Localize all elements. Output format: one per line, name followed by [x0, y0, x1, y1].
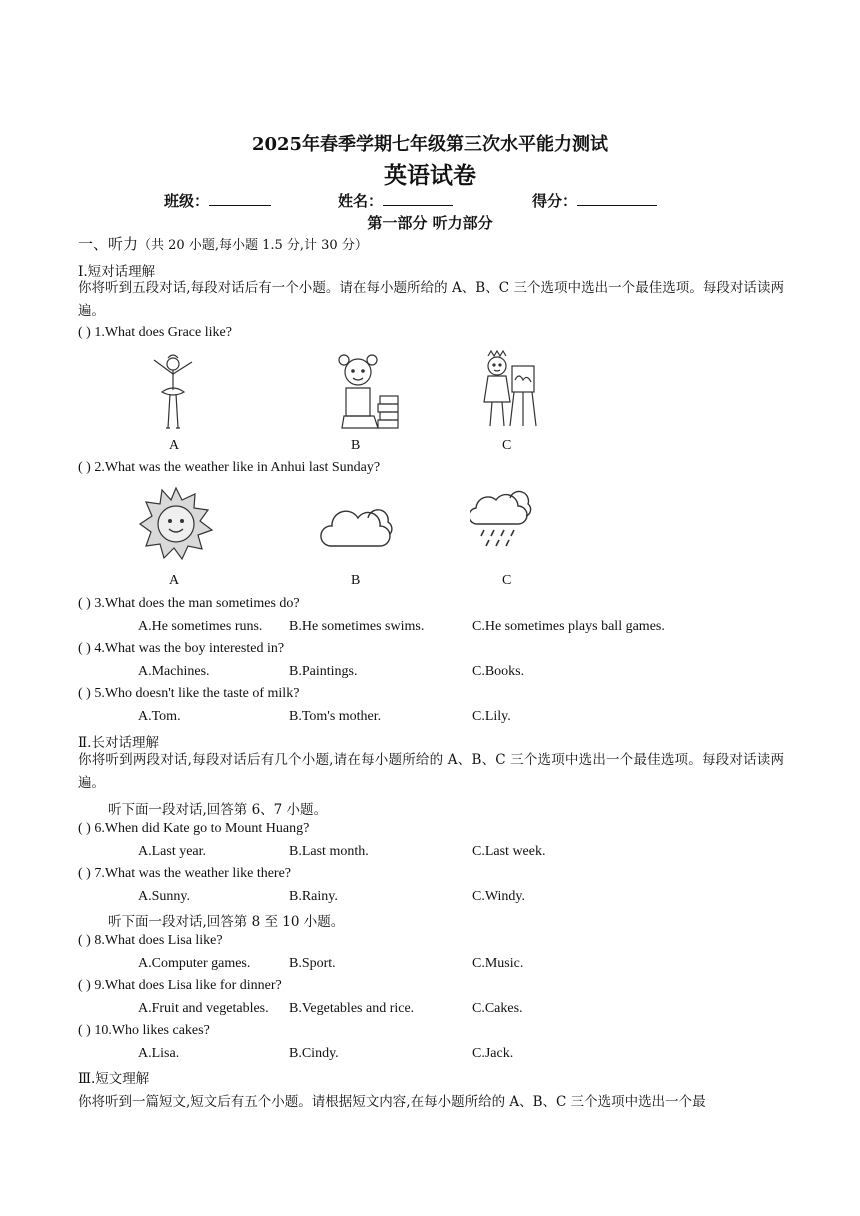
q1-label-c: C — [502, 438, 512, 453]
part-title: 第一部分 听力部分 — [367, 214, 493, 232]
q5-option-b: B.Tom's mother. — [289, 709, 382, 724]
q9-option-c: C.Cakes. — [472, 1001, 523, 1016]
q10-option-b: B.Cindy. — [289, 1046, 339, 1061]
q5-option-a: A.Tom. — [138, 709, 181, 724]
ballet-dancer-image — [142, 352, 204, 432]
name-label: 姓名： — [338, 192, 384, 210]
subsection-heading-1: Ⅰ.短对话理解 — [78, 264, 156, 280]
question-8: ( ) 8.What does Lisa like? — [78, 933, 223, 948]
section-heading-label: 一、听力 — [78, 235, 139, 253]
girl-reading-image — [330, 350, 402, 434]
exam-title: 2025年春季学期七年级第三次水平能力测试 — [251, 134, 609, 155]
name-blank — [383, 191, 453, 206]
section-heading — [78, 233, 368, 254]
section-note: （共 20 小题,每小题 1.5 分,计 30 分） — [138, 238, 368, 253]
q3-option-b: B.He sometimes swims. — [289, 619, 425, 634]
q10-option-c: C.Jack. — [472, 1046, 514, 1061]
subsection-instruction-1: 你将听到五段对话,每段对话后有一个小题。请在每小题所给的 A、B、C 三个选项中选出一个最佳选项。每段对话读两遍。 — [78, 280, 784, 319]
q4-option-c: C.Books. — [472, 664, 525, 679]
subsection-instruction-3: 你将听到一篇短文,短文后有五个小题。请根据短文内容,在每小题所给的 A、B、C 三个选项中选出一个最 — [78, 1094, 706, 1110]
q2-label-c: C — [502, 573, 512, 588]
question-1: ( ) 1.What does Grace like? — [78, 325, 232, 340]
score-blank — [577, 191, 657, 206]
q7-option-a: A.Sunny. — [138, 889, 190, 904]
score-label: 得分： — [532, 192, 578, 210]
sun-icon — [138, 486, 214, 562]
class-label: 班级： — [164, 192, 210, 210]
subsection-instruction-2: 你将听到两段对话,每段对话后有几个小题,请在每小题所给的 A、B、C 三个选项中选出一个最佳选项。每段对话读两遍。 — [78, 752, 784, 791]
q9-option-a: A.Fruit and vegetables. — [138, 1001, 269, 1016]
name-field — [338, 190, 453, 211]
girl-painting-image — [474, 350, 540, 430]
question-5: ( ) 5.Who doesn't like the taste of milk? — [78, 686, 300, 701]
q9-option-b: B.Vegetables and rice. — [289, 1001, 415, 1016]
q1-label-b: B — [351, 438, 361, 453]
question-6: ( ) 6.When did Kate go to Mount Huang? — [78, 821, 310, 836]
q2-label-b: B — [351, 573, 361, 588]
q3-option-a: A.He sometimes runs. — [138, 619, 263, 634]
question-2: ( ) 2.What was the weather like in Anhui last Sunday? — [78, 460, 381, 475]
cloud-icon — [320, 500, 394, 552]
dialogue-lead-1: 听下面一段对话,回答第 6、7 小题。 — [108, 802, 328, 818]
rain-icon — [470, 490, 534, 552]
question-4: ( ) 4.What was the boy interested in? — [78, 641, 285, 656]
q8-option-b: B.Sport. — [289, 956, 336, 971]
q7-option-c: C.Windy. — [472, 889, 525, 904]
score-field — [532, 190, 657, 211]
class-blank — [209, 191, 271, 206]
question-7: ( ) 7.What was the weather like there? — [78, 866, 292, 881]
q5-option-c: C.Lily. — [472, 709, 511, 724]
q10-option-a: A.Lisa. — [138, 1046, 180, 1061]
class-field — [164, 190, 271, 211]
q8-option-c: C.Music. — [472, 956, 524, 971]
subsection-heading-2: Ⅱ.长对话理解 — [78, 735, 159, 751]
q6-option-b: B.Last month. — [289, 844, 369, 859]
exam-subtitle: 英语试卷 — [384, 162, 476, 189]
subsection-heading-3: Ⅲ.短文理解 — [78, 1071, 150, 1087]
dialogue-lead-2: 听下面一段对话,回答第 8 至 10 小题。 — [108, 914, 345, 930]
q1-label-a: A — [169, 438, 180, 453]
q4-option-b: B.Paintings. — [289, 664, 358, 679]
q3-option-c: C.He sometimes plays ball games. — [472, 619, 665, 634]
q8-option-a: A.Computer games. — [138, 956, 251, 971]
q6-option-a: A.Last year. — [138, 844, 207, 859]
q6-option-c: C.Last week. — [472, 844, 546, 859]
q2-label-a: A — [169, 573, 180, 588]
q7-option-b: B.Rainy. — [289, 889, 338, 904]
question-9: ( ) 9.What does Lisa like for dinner? — [78, 978, 282, 993]
q4-option-a: A.Machines. — [138, 664, 210, 679]
question-3: ( ) 3.What does the man sometimes do? — [78, 596, 300, 611]
question-10: ( ) 10.Who likes cakes? — [78, 1023, 210, 1038]
